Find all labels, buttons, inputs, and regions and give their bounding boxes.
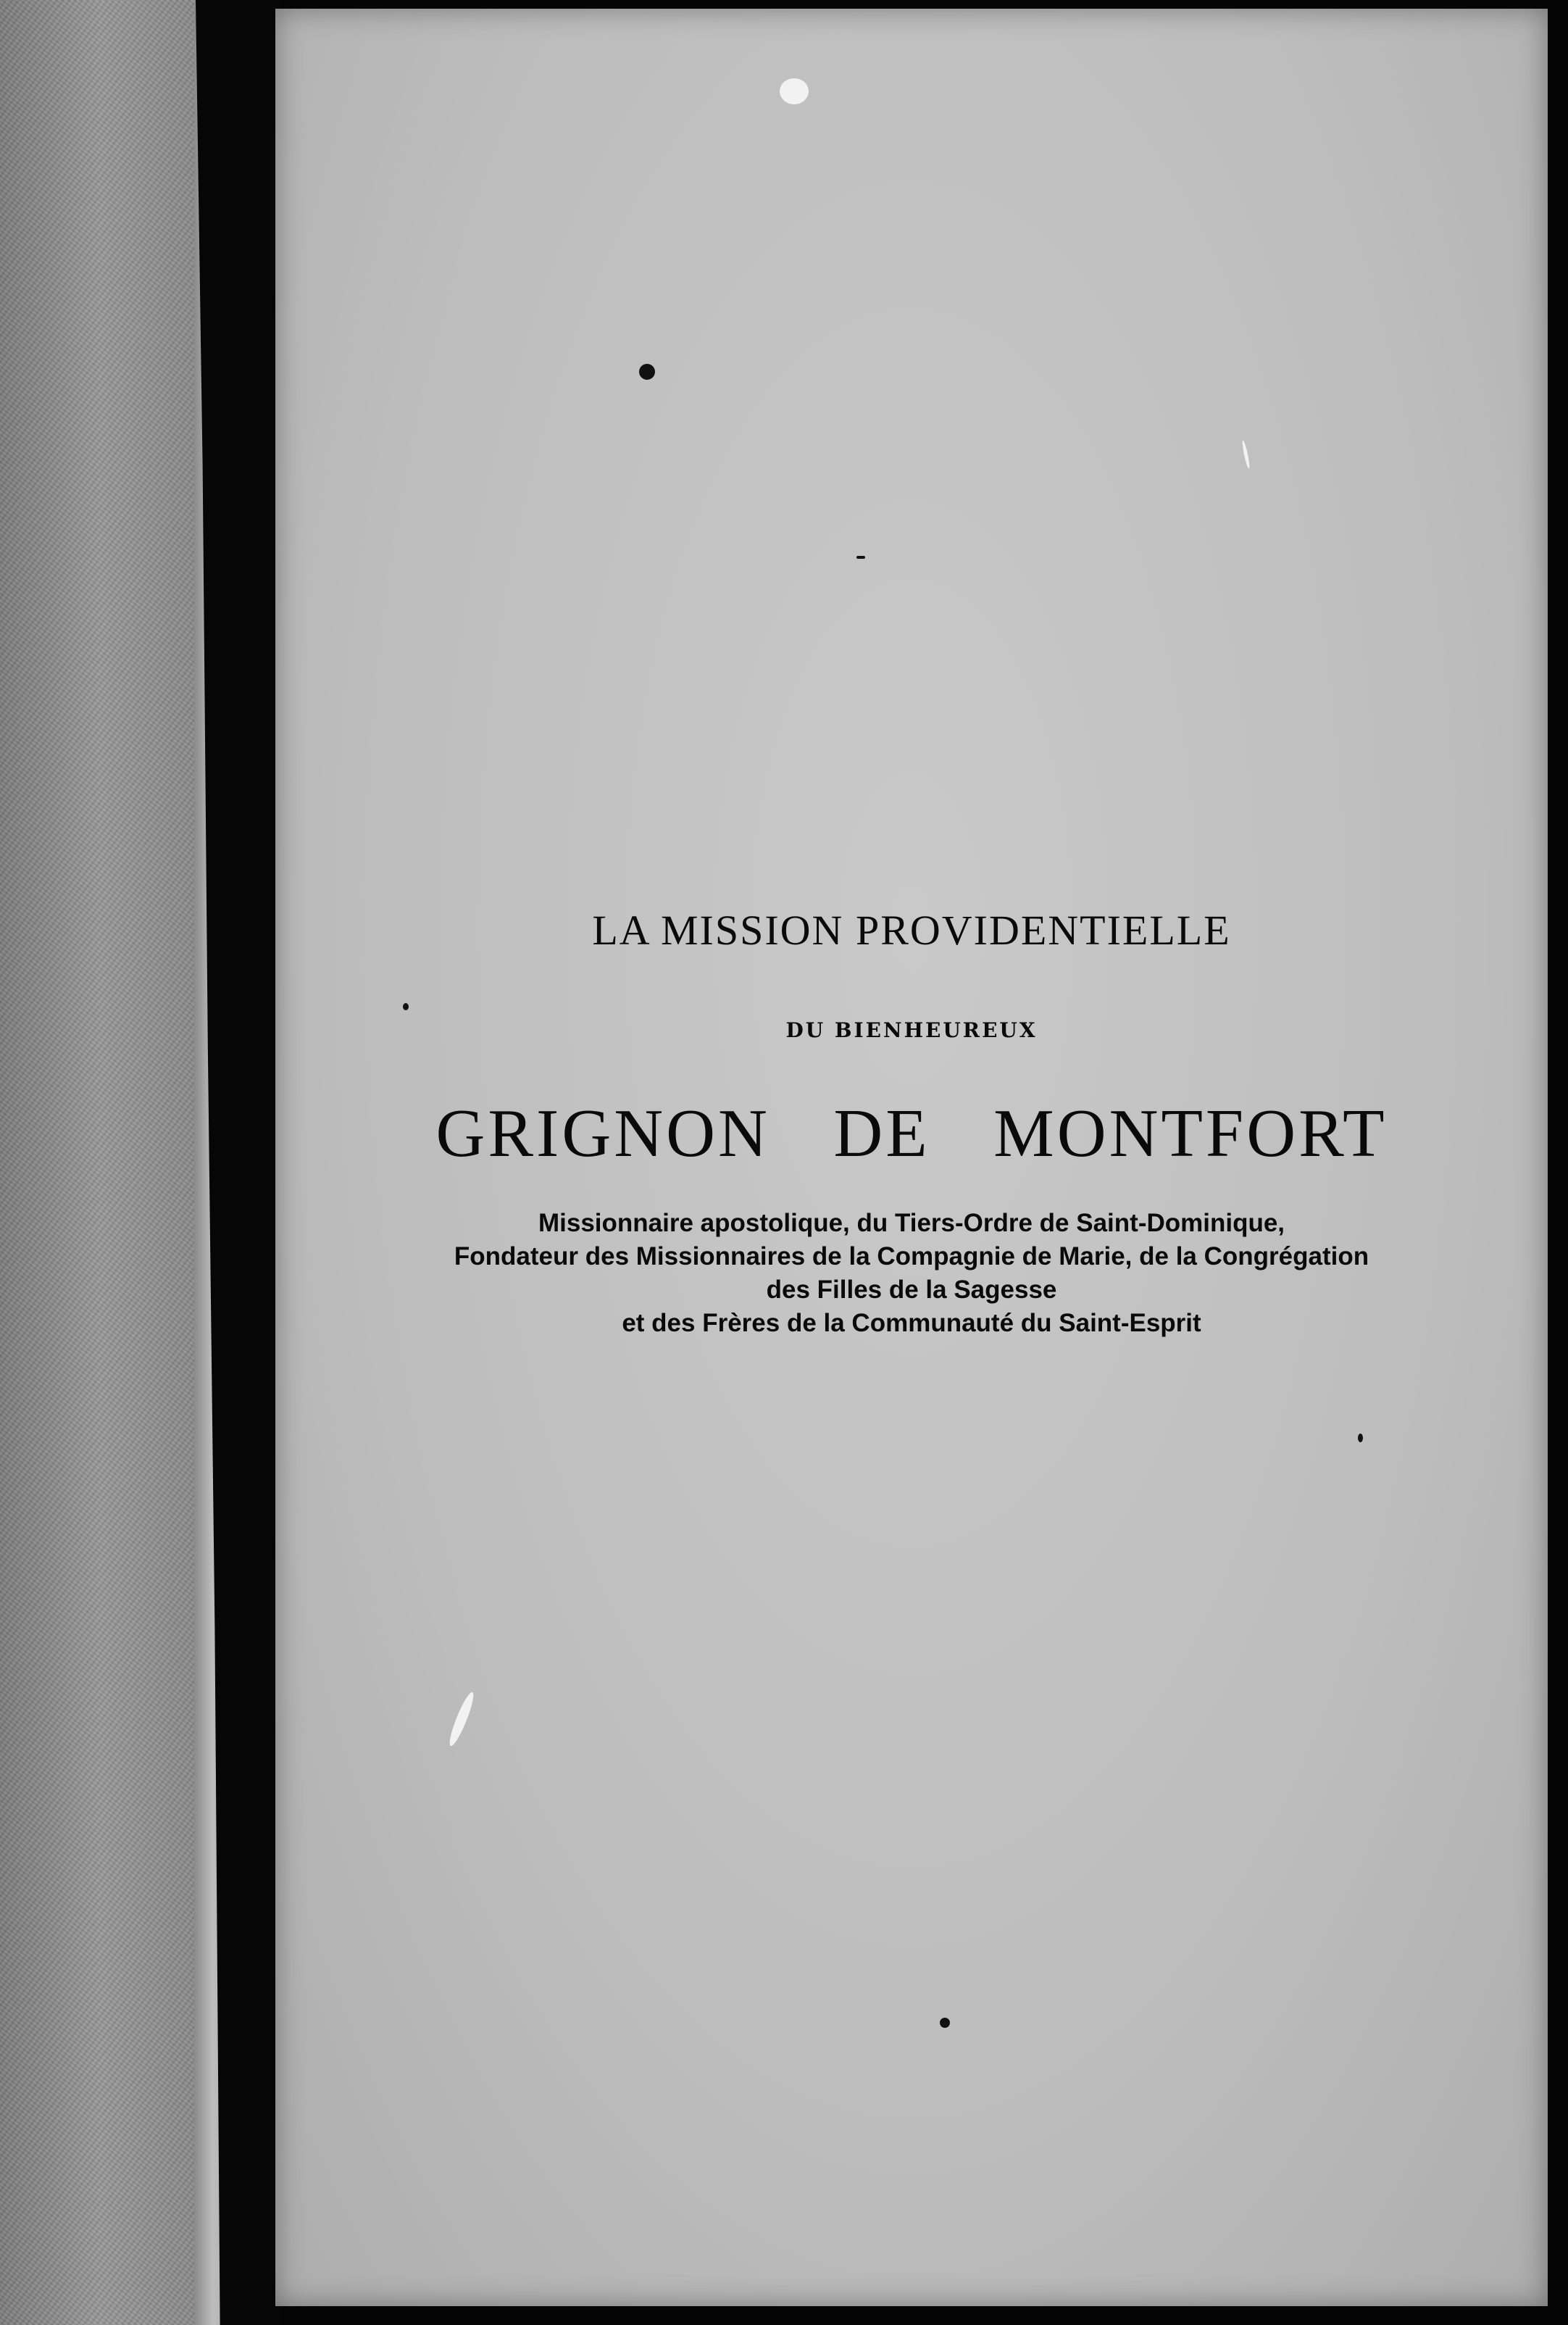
ink-spot xyxy=(856,556,865,559)
subtitle-line: Fondateur des Missionnaires de la Compagnie de Marie, de la Congrégation xyxy=(454,1242,1369,1270)
ink-spot xyxy=(639,364,655,380)
subtitle-block xyxy=(275,1207,1548,1340)
subtitle-line: des Filles de la Sagesse xyxy=(766,1276,1057,1304)
paper-scratch xyxy=(1241,440,1251,469)
ink-spot xyxy=(940,2018,950,2028)
ink-spot xyxy=(403,1003,409,1010)
ink-spot xyxy=(1358,1434,1363,1442)
paper-scratch xyxy=(446,1690,478,1747)
title-line-name: GRIGNON DE MONTFORT xyxy=(435,1096,1388,1171)
title-line-heading: LA MISSION PROVIDENTIELLE xyxy=(592,907,1231,954)
paper-scratch xyxy=(780,78,809,104)
subtitle-line: et des Frères de la Communauté du Saint-Esprit xyxy=(622,1309,1201,1337)
subtitle-line: Missionnaire apostolique, du Tiers-Ordre de Saint-Dominique, xyxy=(538,1209,1285,1237)
title-line-intro: DU BIENHEUREUX xyxy=(785,1018,1038,1042)
